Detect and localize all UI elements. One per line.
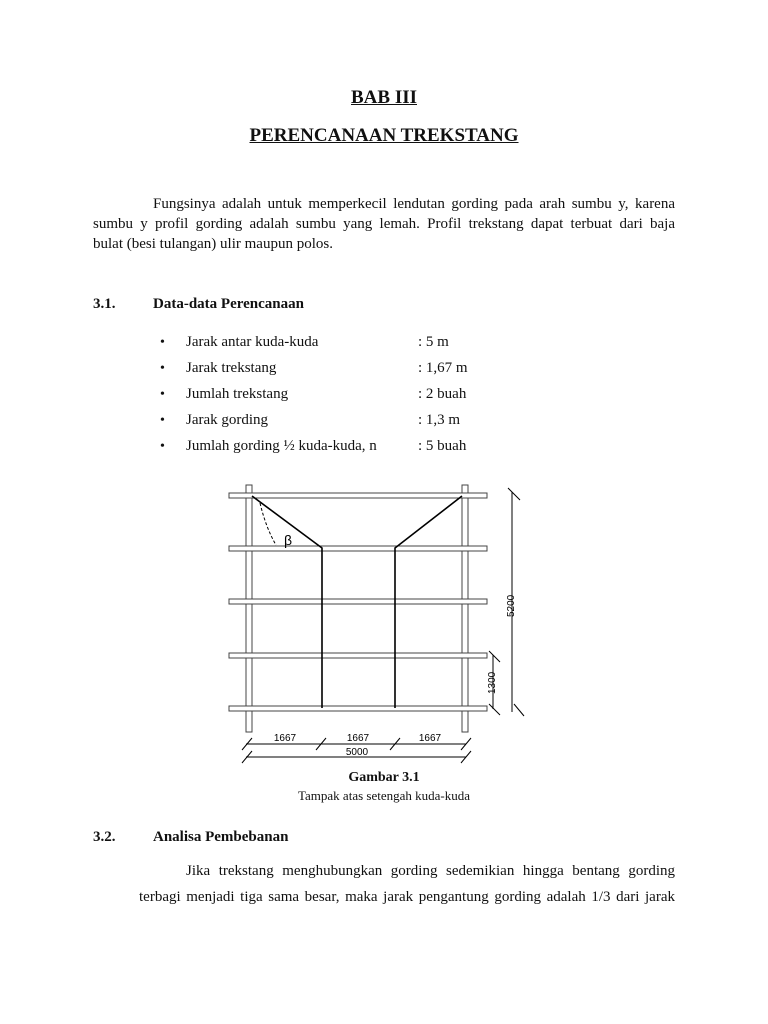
data-label: Jarak trekstang <box>186 360 277 376</box>
dim-5000-label: 5000 <box>345 747 369 758</box>
figure-caption-title: Gambar 3.1 <box>348 770 420 785</box>
data-value: : 5 buah <box>418 438 467 454</box>
purlin-3 <box>229 599 487 604</box>
figure-caption-text: Tampak atas setengah kuda-kuda <box>298 788 470 803</box>
dim-tick <box>489 704 500 715</box>
dim-tick <box>514 704 524 716</box>
data-label: Jumlah trekstang <box>186 386 289 402</box>
dim-1667-label-2: 1667 <box>346 733 370 744</box>
analysis-line-1: Jika trekstang menghubungkan gording sedemikian hingga bentang gording <box>186 863 675 879</box>
intro-line-1: Fungsinya adalah untuk memperkecil lendutan gording pada arah sumbu y, karena <box>153 196 675 212</box>
section-2-title: Analisa Pembebanan <box>153 829 289 845</box>
left-rafter <box>246 485 252 732</box>
section-1-title: Data-data Perencanaan <box>153 296 304 312</box>
dim-1667-label-3: 1667 <box>418 733 442 744</box>
data-value: : 2 buah <box>418 386 467 402</box>
data-value: : 5 m <box>418 334 449 350</box>
purlin-5 <box>229 706 487 711</box>
purlin-4 <box>229 653 487 658</box>
dim-tick <box>489 651 500 662</box>
dim-5200-label: 5200 <box>506 594 517 617</box>
data-value: : 1,67 m <box>418 360 468 376</box>
angle-label: β <box>284 532 293 548</box>
purlin-1 <box>229 493 487 498</box>
data-label: Jarak gording <box>186 412 269 428</box>
rafters <box>246 485 468 732</box>
dim-1300-label: 1300 <box>487 671 498 694</box>
bullet-icon: • <box>160 439 165 454</box>
section-1-number: 3.1. <box>93 296 116 312</box>
data-value: : 1,3 m <box>418 412 461 428</box>
dim-1667-label-1: 1667 <box>273 733 297 744</box>
purlins <box>229 493 487 711</box>
analysis-line-2: terbagi menjadi tiga sama besar, maka jarak pengantung gording adalah 1/3 dari jarak <box>139 889 675 905</box>
bullet-icon: • <box>160 361 165 376</box>
data-label: Jumlah gording ½ kuda-kuda, n <box>186 438 377 454</box>
angle-arc <box>260 503 276 545</box>
purlin-2 <box>229 546 487 551</box>
chapter-number: BAB III <box>351 87 417 108</box>
section-2-number: 3.2. <box>93 829 116 845</box>
data-label: Jarak antar kuda-kuda <box>186 334 319 350</box>
intro-line-2: sumbu y profil gording adalah sumbu yang lemah. Profil trekstang dapat terbuat dari baja <box>93 216 675 232</box>
right-rafter <box>462 485 468 732</box>
bullet-icon: • <box>160 387 165 402</box>
bullet-icon: • <box>160 335 165 350</box>
chapter-title: PERENCANAAN TREKSTANG <box>249 125 519 146</box>
bullet-icon: • <box>160 413 165 428</box>
intro-line-3: bulat (besi tulangan) ulir maupun polos. <box>93 236 333 252</box>
dim-tick <box>508 488 520 500</box>
